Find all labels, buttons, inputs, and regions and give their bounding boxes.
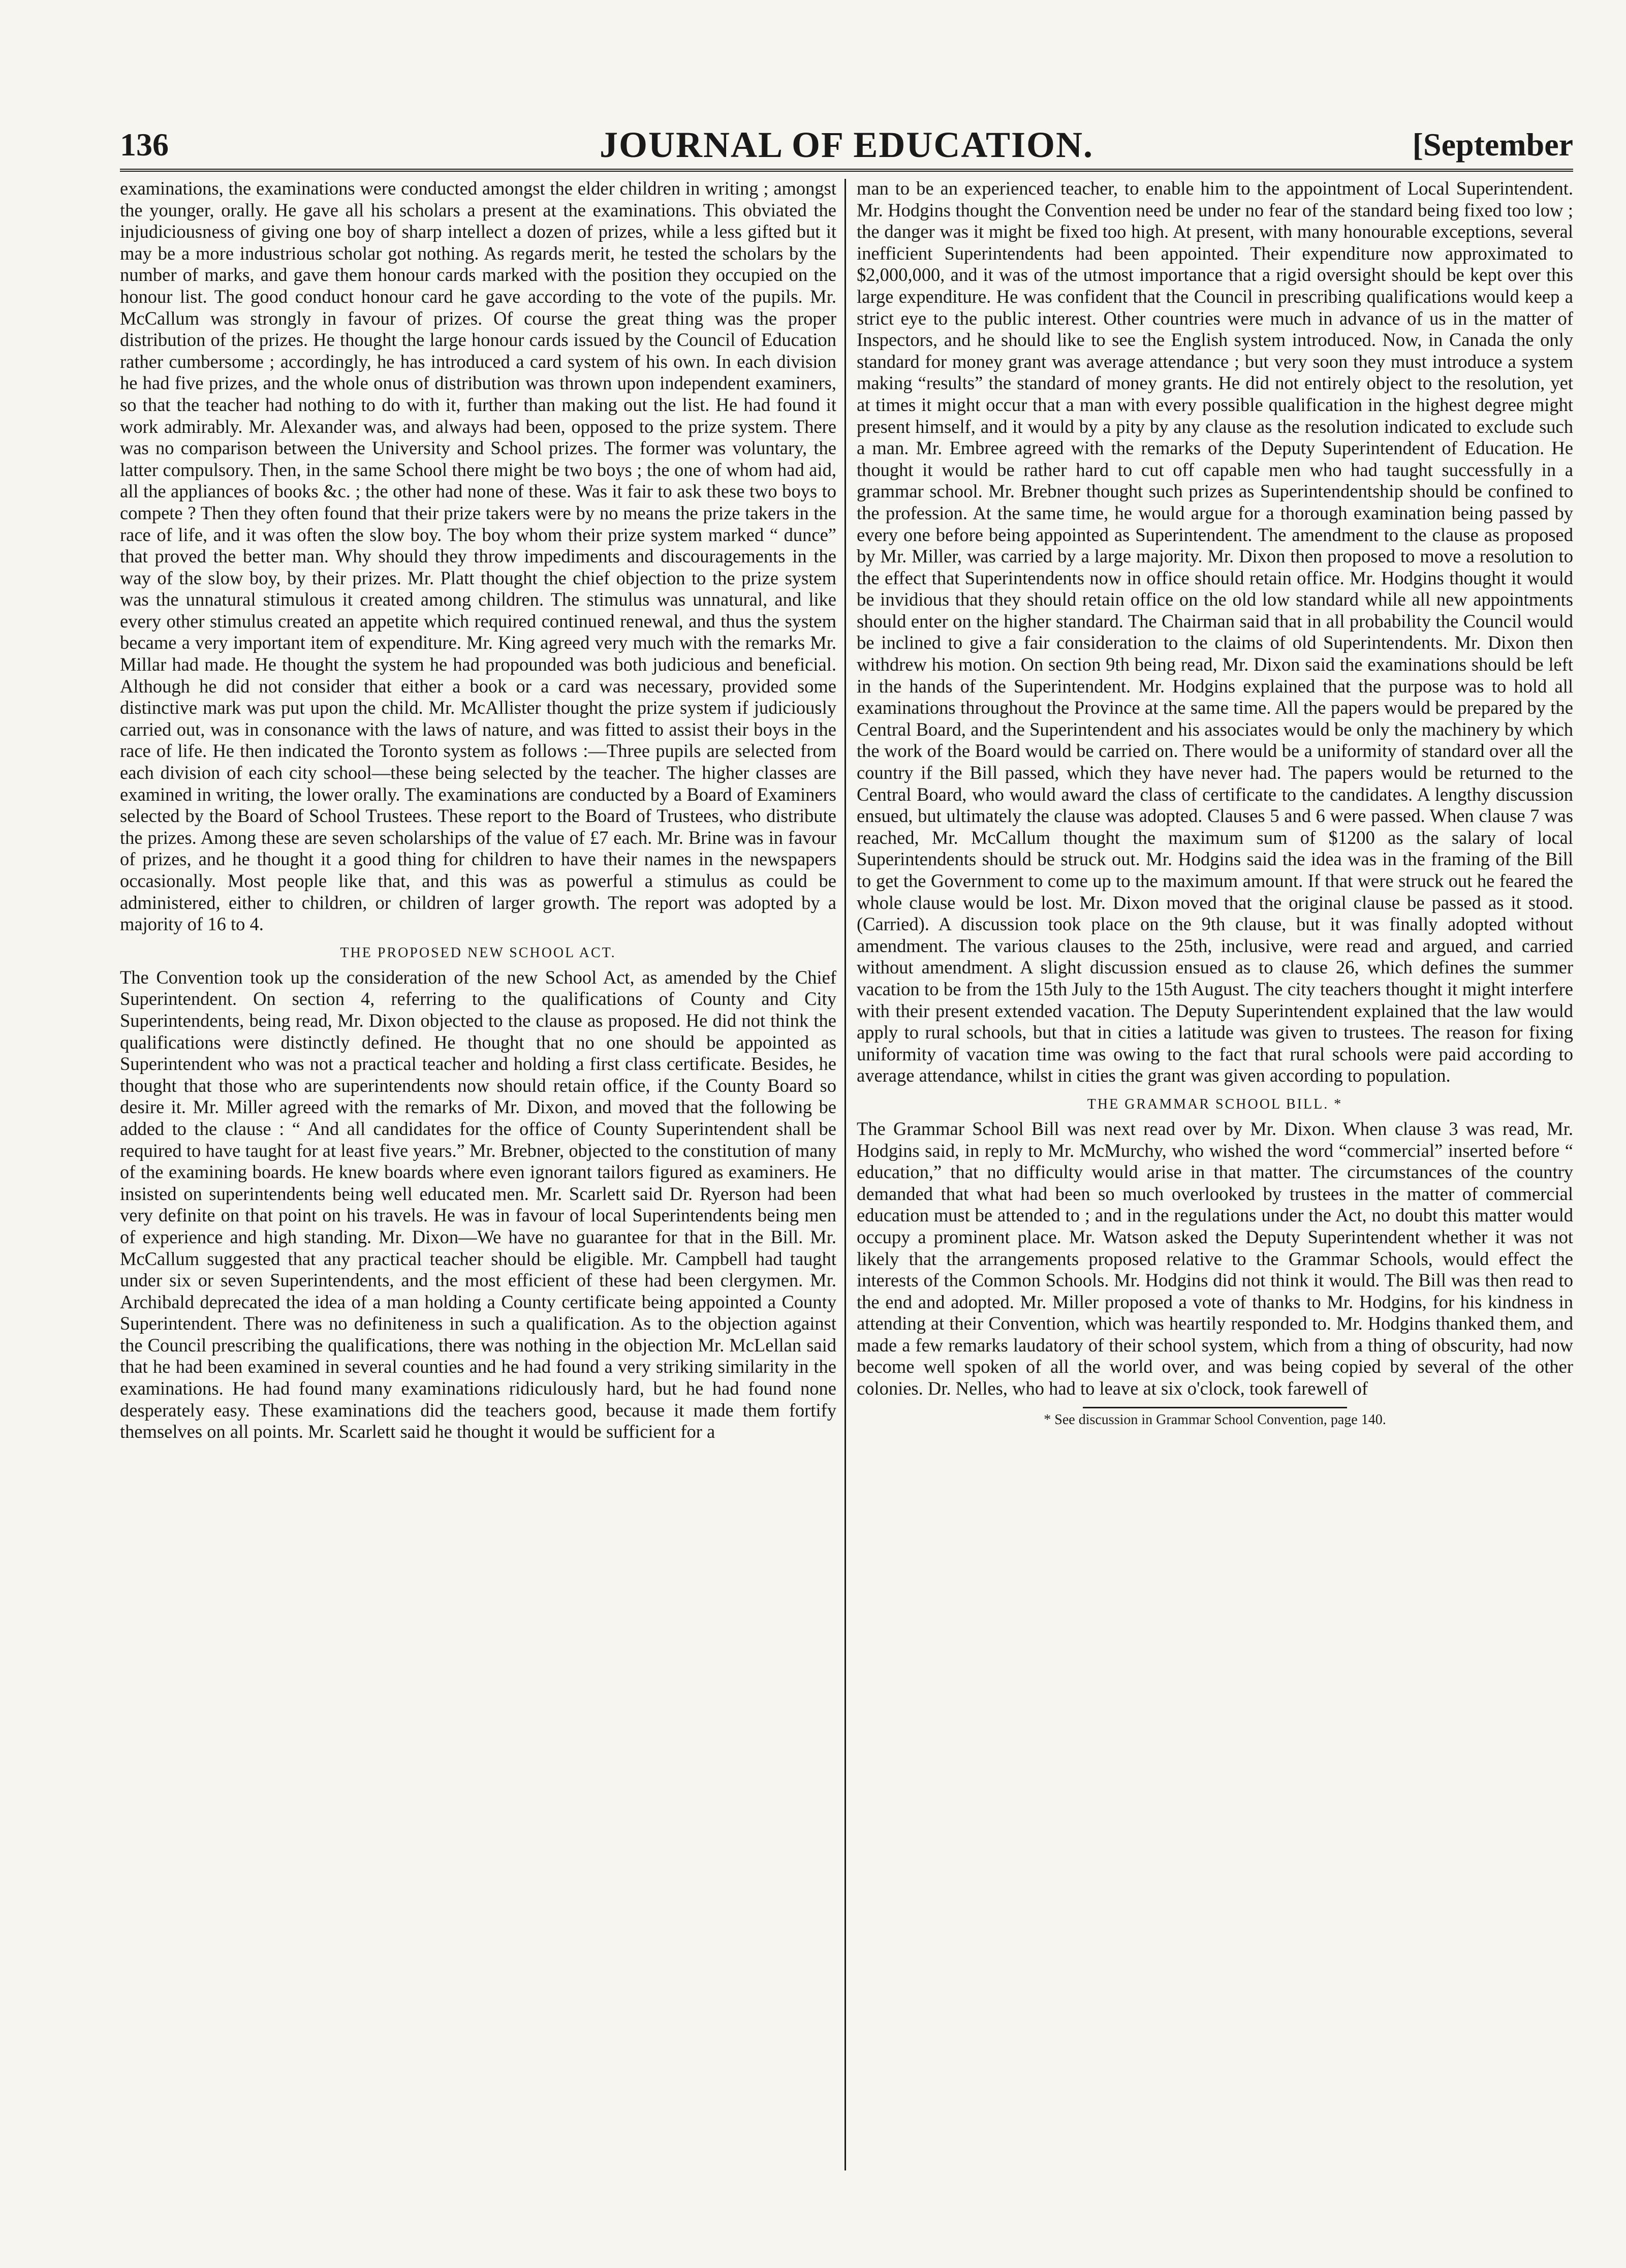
paragraph: examinations, the examinations were conducted amongst the elder children in writing ; amongst the younger, orally. He gave all his scholars a present at the examinations. This obviated the injudiciousness of giving one boy of sharp intellect a dozen of prizes, while a less gifted but it may be a more industrious scholar got nothing. As regards merit, he tested the scholars by the number of marks, and gave them honour cards marked with the position they occupied on the honour list. The good conduct honour card he gave according to the vote of the pupils. Mr. McCallum was strongly in favour of prizes. Of course the great thing was the proper distribution of the prizes. He thought the large honour cards issued by the Council of Education rather cumbersome ; accordingly, he has introduced a card system of his own. In each division he had five prizes, and the whole onus of distribution was thrown upon independent examiners, so that the teacher had nothing to do with it, further than making out the list. He had found it work admirably. Mr. Alexander was, and always had been, opposed to the prize system. There was no comparison between the University and School prizes. The former was voluntary, the latter compulsory. Then, in the same School there might be two boys ; the one of whom had aid, all the appliances of books &c. ; the other had none of these. Was it fair to ask these two boys to compete ? Then they often found that their prize takers were by no means the prize takers in the race of life, and it was often the slow boy. The boy whom their prize system marked “ dunce” that proved the better man. Why should they throw impediments and discouragements in the way of the slow boy, by their prizes. Mr. Platt thought the chief objection to the prize system was the unnatural stimulous it created among children. The stimulus was unnatural, and like every other stimulus created an appetite which required continued renewal, and thus the system became a very important item of expenditure. Mr. King agreed very much with the remarks Mr. Millar had made. He thought the system he had propounded was both judicious and beneficial. Although he did not consider that either a book or a card was necessary, provided some distinctive mark was put upon the child. Mr. McAllister thought the prize system if judiciously carried out, was in consonance with the laws of nature, and was fitted to assist their boys in the race of life. He then indicated the Toronto system as follows :—Three pupils are selected from each division of each city school—these being selected by the teacher. The higher classes are examined in writing, the lower orally. The examinations are conducted by a Board of Examiners selected by the Board of School Trustees. These report to the Board of Trustees, who distribute the prizes. Among these are seven scholarships of the value of £7 each. Mr. Brine was in favour of prizes, and he thought it a good thing for children to have their names in the newspapers occasionally. Most people like that, and this was as powerful a stimulus as could be administered, either to children, or children of larger growth. The report was adopted by a majority of 16 to 4.: [120, 178, 836, 935]
journal-title: JOURNAL OF EDUCATION.: [599, 124, 1094, 165]
month-label: [September: [1412, 127, 1573, 163]
column-divider: [845, 179, 846, 2170]
section-heading-new-school-act: THE PROPOSED NEW SCHOOL ACT.: [340, 944, 616, 961]
footnote-rule: [1083, 1407, 1347, 1408]
page-number: 136: [120, 127, 169, 163]
paragraph: man to be an experienced teacher, to enable him to the appointment of Local Superintendent. Mr. Hodgins thought the Convention need be under no fear of the standard being fixed too low ; the danger was it might be fixed too high. At present, with many honourable exceptions, several inefficient Superintendents had been appointed. Their expenditure now approximated to $2,000,000, and it was of the utmost importance that a rigid oversight should be kept over this large expenditure. He was confident that the Council in prescribing qualifications would keep a strict eye to the public interest. Other countries were much in advance of us in the matter of Inspectors, and he should like to see the English system introduced. Now, in Canada the only standard for money grant was average attendance ; but very soon they must introduce a system making “results” the standard of money grants. He did not entirely object to the resolution, yet at times it might occur that a man with every possible qualification in the highest degree might present himself, and it would by a pity by any clause as the resolution indicated to exclude such a man. Mr. Embree agreed with the remarks of the Deputy Superintendent of Education. He thought it would be rather hard to cut off capable men who had taught successfully in a grammar school. Mr. Brebner thought such prizes as Superintendentship should be confined to the profession. At the same time, he would argue for a thorough examination being passed by every one before being appointed as Superintendent. The amendment to the clause as proposed by Mr. Miller, was carried by a large majority. Mr. Dixon then proposed to move a resolution to the effect that Superintendents now in office should retain office. Mr. Hodgins thought it would be invidious that they should retain office on the old low standard while all new appointments should enter on the higher standard. The Chairman said that in all probability the Council would be inclined to give a fair consideration to the claims of old Superintendents. Mr. Dixon then withdrew his motion. On section 9th being read, Mr. Dixon said the examinations should be left in the hands of the Superintendent. Mr. Hodgins explained that the purpose was to hold all examinations throughout the Province at the same time. All the papers would be prepared by the Central Board, and the Superintendent and his associates would be only the machinery by which the work of the Board would be carried on. There would be a uniformity of standard over all the country if the Bill passed, which they have never had. The papers would be returned to the Central Board, who would award the class of certificate to the candidates. A lengthy discussion ensued, but ultimately the clause was adopted. Clauses 5 and 6 were passed. When clause 7 was reached, Mr. McCallum thought the maximum sum of $1200 as the salary of local Superintendents should be struck out. Mr. Hodgins said the idea was in the framing of the Bill to get the Government to come up to the maximum amount. If that were struck out he feared the whole clause would be lost. Mr. Dixon moved that the original clause be passed as it stood. (Carried). A discussion took place on the 9th clause, but it was finally adopted without amendment. The various clauses to the 25th, inclusive, were read and argued, and carried without amendment. A slight discussion ensued as to clause 26, which defines the summer vacation to be from the 15th July to the 15th August. The city teachers thought it might interfere with their present extended vacation. The Deputy Superintendent explained that the law would apply to rural schools, but that in cities a latitude was given to trustees. The reason for fixing uniformity of vacation time was owing to the fact that rural schools were paid according to average attendance, whilst in cities the grant was given according to population.: [857, 178, 1573, 1086]
footnote: * See discussion in Grammar School Convention, page 140.: [1044, 1411, 1386, 1428]
paragraph: The Convention took up the consideration of the new School Act, as amended by the Chief Superintendent. On section 4, referring to the qualifications of County and City Superintendents, being read, Mr. Dixon objected to the clause as proposed. He did not think the qualifications were distinctly defined. He thought that no one should be appointed as Superintendent who was not a practical teacher and holding a first class certificate. Besides, he thought that those who are superintendents now should retain office, if the County Board so desire it. Mr. Miller agreed with the remarks of Mr. Dixon, and moved that the following be added to the clause : “ And all candidates for the office of County Superintendent shall be required to have taught for at least five years.” Mr. Brebner, objected to the constitution of many of the examining boards. He knew boards where even ignorant tailors figured as examiners. He insisted on superintendents being well educated men. Mr. Scarlett said Dr. Ryerson had been very definite on that point on his travels. He was in favour of local Superintendents being men of experience and high standing. Mr. Dixon—We have no guarantee for that in the Bill. Mr. McCallum suggested that any practical teacher should be eligible. Mr. Campbell had taught under six or seven Superintendents, and the most efficient of these had been clergymen. Mr. Archibald deprecated the idea of a man holding a County certificate being appointed a County Superintendent. There was no definiteness in such a qualification. As to the objection against the Council prescribing the qualifications, there was nothing in the objection Mr. McLellan said that he had been examined in several counties and he had found a very striking similarity in the examinations. He had found many examinations ridiculously hard, but he had found none desperately easy. These examinations did the teachers good, because it made them fortify themselves on all points. Mr. Scarlett said he thought it would be sufficient for a: [120, 966, 836, 1442]
left-column: [120, 178, 836, 1443]
paragraph: The Grammar School Bill was next read over by Mr. Dixon. When clause 3 was read, Mr. Hodgins said, in reply to Mr. McMurchy, who wished the word “commercial” inserted before “ education,” that no difficulty would arise in that matter. The circumstances of the country demanded that what had been so much overlooked by trustees in the matter of commercial education must be attended to ; and in the regulations under the Act, no doubt this matter would occupy a prominent place. Mr. Watson asked the Deputy Superintendent whether it was not likely that the arrangements proposed relative to the Grammar Schools, would effect the interests of the Common Schools. Mr. Hodgins did not think it would. The Bill was then read to the end and adopted. Mr. Miller proposed a vote of thanks to Mr. Hodgins, for his kindness in attending at their Convention, which was heartily responded to. Mr. Hodgins thanked them, and made a few remarks laudatory of their school system, which from a thing of obscurity, had now become well spoken of all the world over, and was being copied by several of the other colonies. Dr. Nelles, who had to leave at six o'clock, took farewell of: [857, 1118, 1573, 1399]
page-header: [120, 121, 1573, 167]
section-heading-grammar-school-bill: THE GRAMMAR SCHOOL BILL. *: [1087, 1096, 1343, 1112]
header-rule: [120, 169, 1573, 172]
right-column: [857, 178, 1573, 1429]
